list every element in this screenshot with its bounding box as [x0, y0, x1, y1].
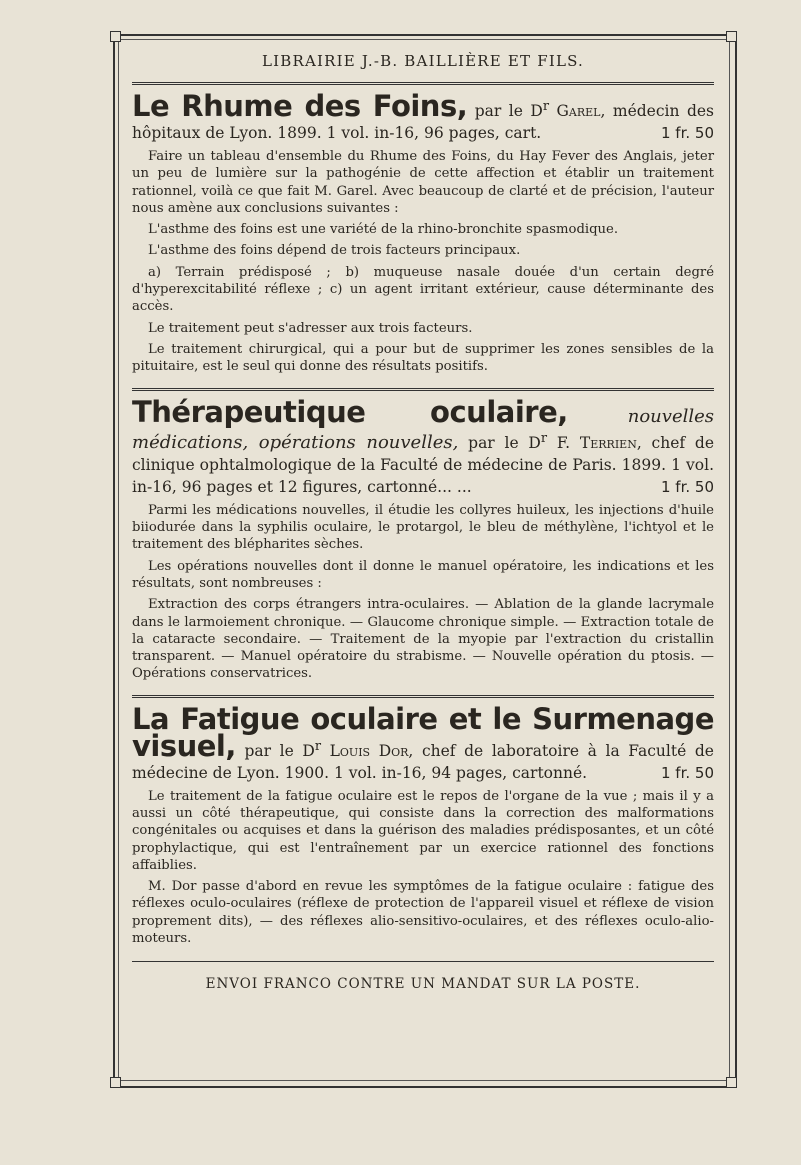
price: 1 fr. 50: [660, 124, 714, 142]
byline-sup: r: [540, 430, 548, 446]
author-name: F. Terrien: [556, 433, 637, 452]
byline-prefix: par le D: [468, 433, 541, 452]
author-name: Garel: [556, 102, 601, 120]
article-fatigue-oculaire: [132, 701, 714, 948]
corner-ornament: [726, 31, 737, 42]
paragraph: M. Dor passe d'abord en revue les symptômes de la fatigue oculaire : fatigue des réflexes oculo-oculaires (réflexe de protection de l'appareil visuel et réflexe de vision proprement dits), — des réflexes alio-sensitivo-oculaires, et des réflexes oculo-alio-moteurs.: [132, 879, 714, 947]
divider: [132, 961, 714, 962]
author-name: Louis Dor: [329, 741, 409, 760]
byline-details: , médecin des hôpitaux de Lyon. 1899. 1 vol. in-16, 96 pages, cart.: [132, 102, 715, 142]
article-rhume-des-foins: [132, 89, 715, 376]
paragraph: a) Terrain prédisposé ; b) muqueuse nasale douée d'un certain degré d'hyperexcitabilité réflexe ; c) un agent irritant extérieur, cause déterminante des accès.: [132, 264, 714, 315]
byline-details: , chef de clinique ophtalmologique de la Faculté de médecine de Paris. 1899. 1 vol. in-16, 96 pages et 12 figures, cartonné... ...: [132, 433, 715, 496]
article-title: Thérapeutique oculaire,: [132, 394, 568, 429]
divider: [132, 695, 714, 698]
article-heading: [132, 701, 714, 784]
corner-ornament: [110, 31, 121, 42]
page-content: [132, 46, 714, 992]
article-therapeutique-oculaire: [132, 394, 715, 683]
divider: [132, 388, 714, 391]
article-title: La Fatigue oculaire et le Surmenage visuel,: [132, 701, 714, 763]
paragraph: L'asthme des foins est une variété de la rhino-bronchite spasmodique.: [148, 222, 619, 238]
publisher-header: LIBRAIRIE J.-B. BAILLIÈRE ET FILS.: [261, 52, 585, 70]
byline-details: , chef de laboratoire à la Faculté de médecine de Lyon. 1900. 1 vol. in-16, 94 pages, cartonné.: [132, 741, 714, 782]
paragraph: L'asthme des foins dépend de trois facteurs principaux.: [148, 243, 521, 259]
article-subtitle: nouvelles médications, opérations nouvelles,: [132, 405, 714, 453]
article-title: Le Rhume des Foins,: [132, 89, 468, 123]
price: 1 fr. 50: [660, 763, 714, 782]
byline-sup: r: [542, 98, 550, 114]
divider: [132, 82, 714, 85]
corner-ornament: [110, 1077, 121, 1088]
paragraph: Parmi les médications nouvelles, il étudie les collyres huileux, les injections d'huile biiodurée dans la syphilis oculaire, le protargol, le bleu de méthylène, l'ichtyol et le traitement des blépharites sèches.: [132, 502, 714, 553]
paragraph: Le traitement chirurgical, qui a pour but de supprimer les zones sensibles de la pituitaire, est le seul qui donne des résultats positifs.: [132, 341, 714, 375]
paragraph: Le traitement de la fatigue oculaire est le repos de l'organe de la vue ; mais il y a aussi un côté thérapeutique, qui consiste dans la correction des malformations congénitales ou acquises et dans la guérison des maladies prédisposantes, et un côté prophylactique, qui est l'entraînement par un exercice rationnel des fonctions affaiblies.: [132, 788, 714, 873]
paragraph: Le traitement peut s'adresser aux trois facteurs.: [148, 320, 473, 336]
corner-ornament: [726, 1077, 737, 1088]
paragraph: Extraction des corps étrangers intra-oculaires. — Ablation de la glande lacrymale dans le larmoiement chronique. — Glaucome chronique simple. — Extraction totale de la cataracte secondaire. — Traitement de la myopie par l'extraction du cristallin transparent. — Manuel opératoire du strabisme. — Nouvelle opération du ptosis. — Opérations conservatrices.: [132, 597, 714, 682]
paragraph: Faire un tableau d'ensemble du Rhume des Foins, du Hay Fever des Anglais, jeter un peu de lumière sur la pathogénie de cette affection et établir un traitement rationnel, voilà ce que fait M. Garel. Avec beaucoup de clarté et de précision, l'auteur nous amène aux conclusions suivantes :: [132, 149, 714, 216]
article-heading: [132, 394, 715, 498]
price: 1 fr. 50: [660, 477, 714, 496]
byline-prefix: par le D: [474, 102, 543, 120]
byline-sup: r: [314, 738, 322, 754]
footer-notice: ENVOI FRANCO CONTRE UN MANDAT SUR LA POSTE.: [205, 976, 641, 993]
byline-prefix: par le D: [244, 741, 315, 760]
article-heading: [132, 89, 715, 144]
paragraph: Les opérations nouvelles dont il donne le manuel opératoire, les indications et les résultats, sont nombreuses :: [132, 558, 714, 591]
